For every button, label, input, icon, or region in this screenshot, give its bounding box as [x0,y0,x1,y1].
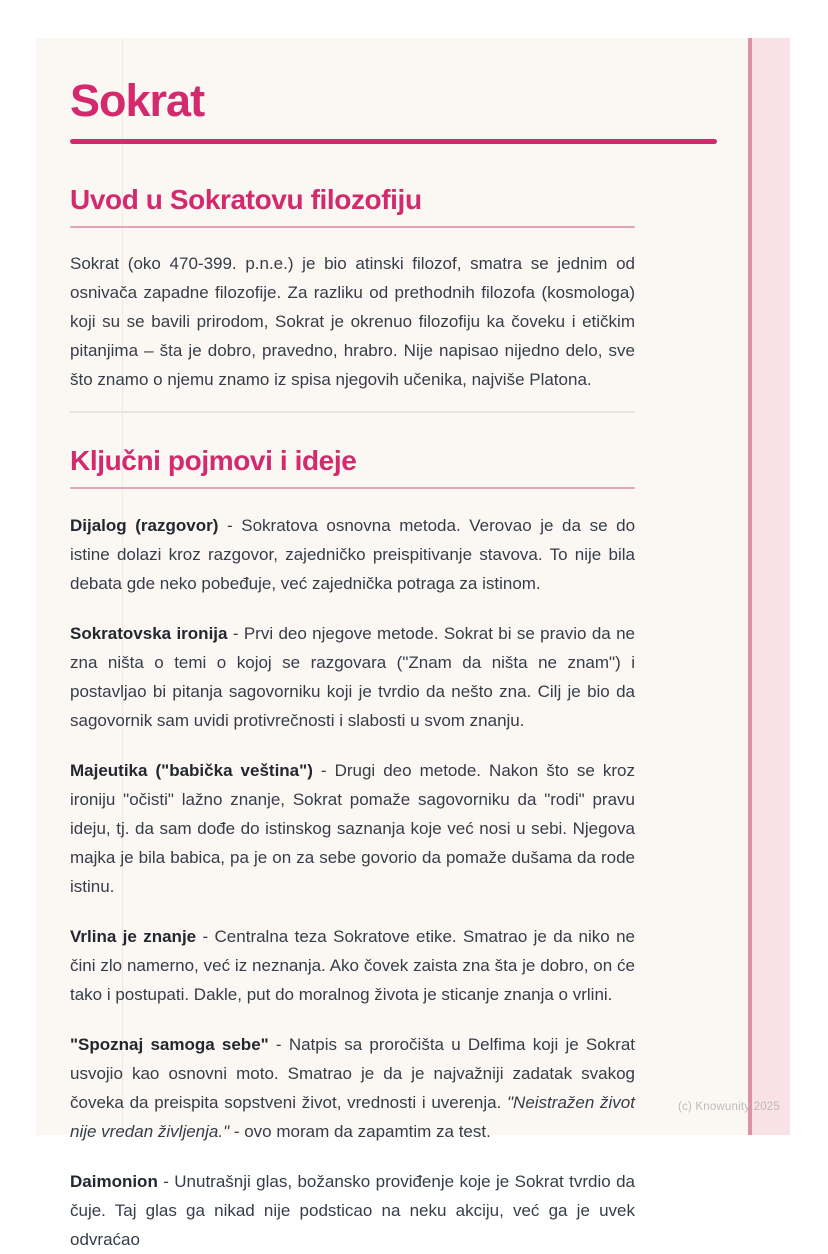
term-paragraph-majeutika [70,756,635,901]
term-separator: - [218,516,242,536]
concepts-heading-underline [70,487,635,489]
page-edge-stripe [748,38,790,1135]
term-text: Sokratova osnovna metoda. Verovao je da se do istine dolazi kroz razgovor, zajedničko preispitivanje stavova. To nije bila debata gde neko pobeđuje, već zajednička potraga za istinom. [70,516,636,594]
section-intro [70,184,635,394]
term-text: Unutrašnji glas, božansko proviđenje koje je Sokrat tvrdio da čuje. Taj glas ga nikad nije podsticao na neku akciju, već ga je uvek odvraćao [70,1172,635,1250]
title-rule [70,139,717,144]
term-text: Drugi deo metode. Nakon što se kroz ironiju "očisti" lažno znanje, Sokrat pomaže sagovorniku da "rodi" pravu ideju, tj. da sam dođe do istinskog saznanja koje već nosi u sebi. Njegova majka je bila babica, pa je on za sebe govorio da pomaže dušama da rode istinu. [70,761,635,897]
term-separator: - [227,624,244,644]
term-label: Daimonion [70,1172,158,1192]
page-content [36,38,635,394]
term-quote: "Neistražen život nije vredan življenja." [70,1093,635,1142]
section-concepts [70,445,635,1254]
term-text: Natpis sa proročišta u Delfima koji je Sokrat usvojio kao osnovni moto. Smatrao je da je najvažniji zadatak svakog čoveka da preispita sopstveni život, vrednosti i uverenja. [70,1035,636,1113]
term-paragraph-vrlina [70,922,635,1009]
term-separator: - [268,1035,289,1055]
term-label: Majeutika ("babička veština") [70,761,313,781]
term-label: Sokratovska ironija [70,624,228,644]
page-title: Sokrat [70,75,205,126]
term-paragraph-dijalog [70,511,635,598]
term-text: Centralna teza Sokratove etike. Smatrao je da niko ne čini zlo namerno, već iz neznanja. Ako čovek zaista zna šta je dobro, on će tako i postupati. Dakle, put do moralnog života je sticanje znanja o vrlini. [70,927,635,1005]
term-tail: - ovo moram da zapamtim za test. [229,1122,491,1142]
intro-heading: Uvod u Sokratovu filozofiju [70,184,422,215]
term-separator: - [157,1172,175,1192]
concepts-heading: Ključni pojmovi i ideje [70,445,357,477]
term-label: "Spoznaj samoga sebe" [70,1035,269,1055]
intro-paragraph: Sokrat (oko 470-399. p.n.e.) je bio atinski filozof, smatra se jednim od osnivača zapadne filozofije. Za razliku od prethodnih filozofa (kosmologa) koji su se bavili prirodom, Sokrat je okrenuo filozofiju ka čoveku i etičkim pitanjima – šta je dobro, pravedno, hrabro. Nije napisao nijedno delo, sve što znamo o njemu znamo iz spisa njegovih učenika, najviše Platona. [70,254,635,390]
term-text: Prvi deo njegove metode. Sokrat bi se pravio da ne zna ništa o temi o kojoj se razgovara ("Znam da ništa ne znam") i postavljao bi pitanja sagovorniku koji je tvrdio da nešto zna. Cilj je bio da sagovornik sam uvidi protivrečnosti i slabosti u svom znanju. [70,624,635,731]
term-paragraph-spoznaj [70,1030,635,1146]
term-label: Dijalog (razgovor) [70,516,219,536]
term-paragraph-ironija [70,619,635,735]
document-page [36,38,790,1250]
intro-heading-underline [70,226,635,228]
section-divider [70,411,635,413]
term-separator: - [312,761,335,781]
term-paragraph-daimonion [70,1167,635,1254]
page-content-concepts [36,445,635,1254]
term-label: Vrlina je znanje [70,927,197,947]
term-separator: - [196,927,215,947]
copyright-watermark: (c) Knowunity 2025 [677,1101,780,1113]
